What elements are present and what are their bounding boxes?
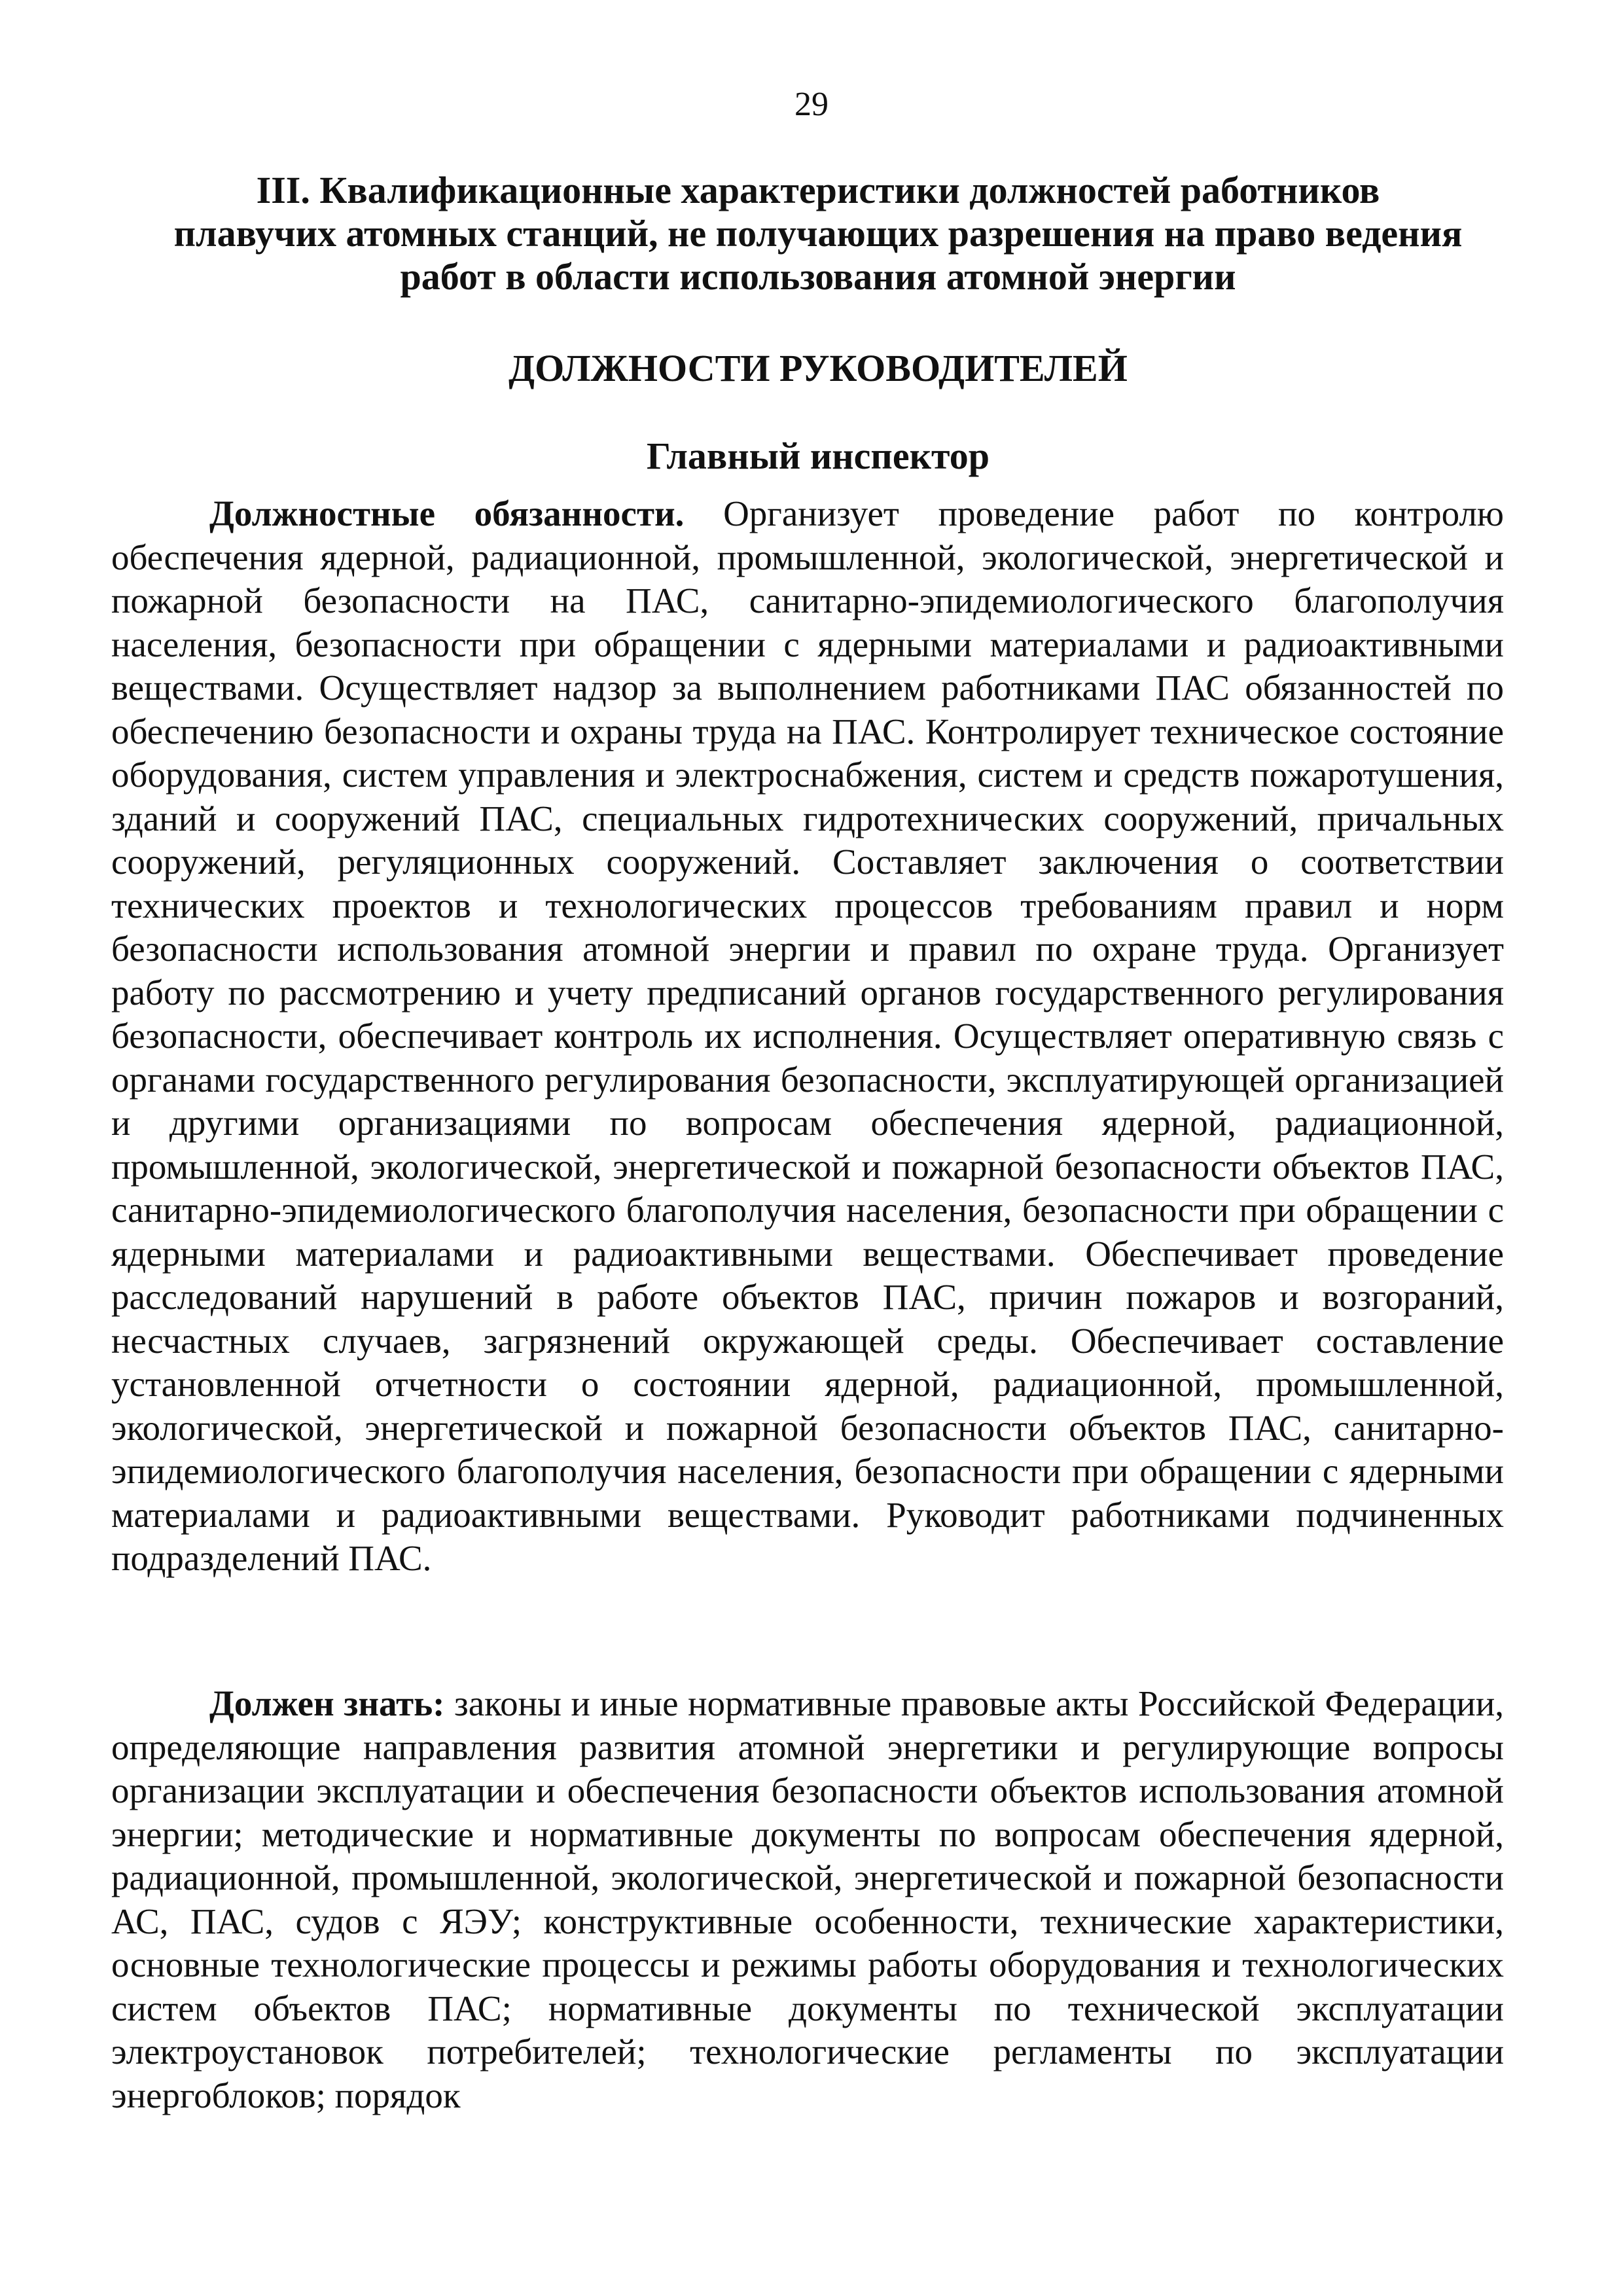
section-title-line: плавучих атомных станций, не получающих разрешения на право ведения — [173, 212, 1463, 255]
section-title — [111, 169, 1525, 298]
section-title-line: III. Квалификационные характеристики должностей работников — [256, 169, 1380, 211]
page-number: 29 — [794, 86, 829, 123]
section-title-line: работ в области использования атомной энергии — [400, 255, 1236, 298]
knowledge-section — [111, 1682, 1504, 2117]
knowledge-text: законы и иные нормативные правовые акты Российской Федерации, определяющие направления развития атомной энергетики и регулирующие вопросы организации эксплуатации и обеспечения безопасности объектов использования атомной энергии; методические и нормативные документы по вопросам обеспечения ядерной, радиационной, промышленной, экологической, энергетической и пожарной безопасности АС, ПАС, судов с ЯЭУ; конструктивные особенности, технические характеристики, основные технологические процессы и режимы работы оборудования и технологических систем объектов ПАС; нормативные документы по технической эксплуатации электроустановок потребителей; технологические регламенты по эксплуатации энергоблоков; порядок — [111, 1683, 1505, 2115]
duties-section — [111, 492, 1504, 1581]
knowledge-paragraph — [111, 1682, 1504, 2117]
knowledge-label: Должен знать: — [209, 1683, 445, 1723]
duties-label: Должностные обязанности. — [209, 493, 685, 533]
position-heading: Главный инспектор — [647, 435, 990, 477]
duties-text: Организует проведение работ по контролю обеспечения ядерной, радиационной, промышленной, экологической, энергетической и пожарной безопасности на ПАС, санитарно-эпидемиологического благополучия населения, безопасности при обращении с ядерными материалами и радиоактивными веществами. Осуществляет надзор за выполнением работниками ПАС обязанностей по обеспечению безопасности и охраны труда на ПАС. Контролирует техническое состояние оборудования, систем управления и электроснабжения, систем и средств пожаротушения, зданий и сооружений ПАС, специальных гидротехнических сооружений, причальных сооружений, регуляционных сооружений. Составляет заключения о соответствии технических проектов и технологических процессов требованиям правил и норм безопасности использования атомной энергии и правил по охране труда. Организует работу по рассмотрению и учету предписаний органов государственного регулирования безопасности, обеспечивает контроль их исполнения. Осуществляет оперативную связь с органами государственного регулирования безопасности, эксплуатирующей организацией и другими организациями по вопросам обеспечения ядерной, радиационной, промышленной, экологической, энергетической и пожарной безопасности объектов ПАС, санитарно-эпидемиологического благополучия населения, безопасности при обращении с ядерными материалами и радиоактивными веществами. Обеспечивает проведение расследований нарушений в работе объектов ПАС, причин пожаров и возгораний, несчастных случаев, загрязнений окружающей среды. Обеспечивает составление установленной отчетности о состоянии ядерной, радиационной, промышленной, экологической, энергетической и пожарной безопасности объектов ПАС, санитарно-эпидемиологического благополучия населения, безопасности при обращении с ядерными материалами и радиоактивными веществами. Руководит работниками подчиненных подразделений ПАС. — [111, 493, 1504, 1578]
duties-paragraph — [111, 492, 1504, 1581]
category-heading: ДОЛЖНОСТИ РУКОВОДИТЕЛЕЙ — [508, 347, 1128, 389]
